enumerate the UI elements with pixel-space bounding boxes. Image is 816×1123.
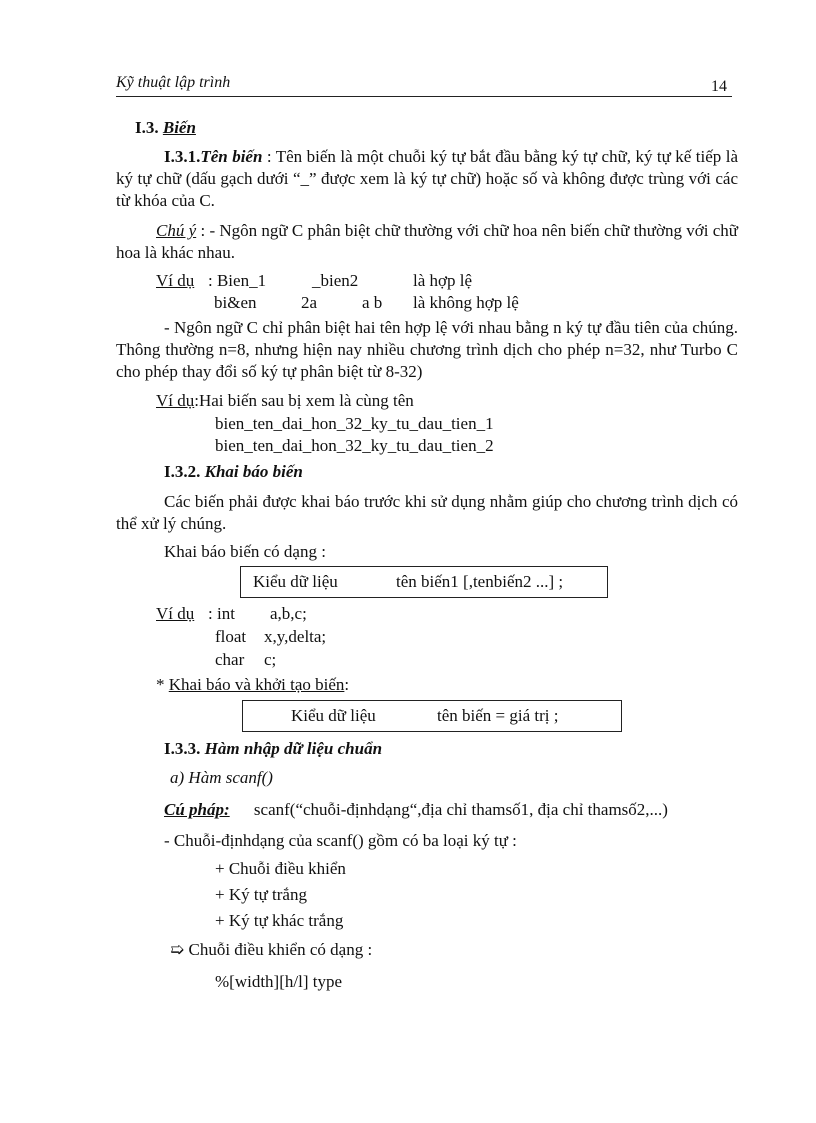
syntax-text: scanf(“chuỗi-địnhdạng“,địa chỉ thamsố1, địa chỉ thamsố2,...) (253, 800, 668, 819)
control-line (170, 940, 372, 960)
list-item: + Chuỗi điều khiển (215, 859, 346, 878)
box-assign: tên biến = giá trị ; (437, 706, 559, 725)
example-cell: bi&en (214, 293, 257, 312)
example2-line (156, 391, 414, 411)
paragraph-ten-bien (116, 146, 738, 212)
example3-label: Ví dụ (156, 604, 195, 623)
section-title: Biến (162, 118, 196, 137)
subsection-heading (164, 462, 303, 482)
code-type: : int (208, 604, 235, 623)
box-type: Kiểu dữ liệu (291, 706, 376, 725)
box-type: Kiểu dữ liệu (253, 572, 338, 591)
paragraph-n-chars: - Ngôn ngữ C chỉ phân biệt hai tên hợp lệ với nhau bằng n ký tự đầu tiên của chúng. Thông thường n=8, nhưng hiện nay nhiều chương trình dịch cho phép n=32, như Turbo C cho phép thay đổi số ký tự phân biệt từ 8-32) (116, 318, 738, 381)
subsection-title: Hàm nhập dữ liệu chuẩn (204, 739, 383, 758)
section-heading (135, 118, 196, 138)
example-label: Ví dụ (156, 271, 195, 290)
code-type: char (215, 650, 245, 669)
note-label: Chú ý (156, 221, 197, 240)
init-star: * (156, 675, 165, 694)
format-description: - Chuỗi-địnhdạng của scanf() gồm có ba loại ký tự : (164, 831, 517, 850)
code-vars: c; (264, 650, 277, 669)
form-intro: Khai báo biến có dạng : (164, 542, 326, 561)
declaration-box (240, 566, 608, 598)
example-cell: 2a (301, 293, 318, 312)
box-vars: tên biến1 [,tenbiến2 ...] ; (396, 572, 564, 591)
example-cell: a b (362, 293, 383, 312)
subsection-heading (164, 739, 382, 759)
subsection-number: I.3.3. (164, 739, 201, 758)
arrow-icon: ➯ (170, 940, 185, 959)
note-paragraph (116, 220, 738, 264)
example-cell: _bien2 (312, 271, 359, 290)
list-item: + Ký tự trắng (215, 885, 307, 904)
section-number: I.3. (135, 118, 159, 137)
code-vars: x,y,delta; (264, 627, 327, 646)
init-colon: : (344, 675, 350, 694)
code-line: bien_ten_dai_hon_32_ky_tu_dau_tien_1 (215, 414, 494, 433)
code-vars: a,b,c; (270, 604, 307, 623)
paragraph-text: : Tên biến là một chuỗi ký tự bắt đầu bằng ký tự chữ, ký tự kế tiếp là ký tự chữ (dấu gạch dưới “_” được xem là ký tự chữ) hoặc số và không được trùng với các từ khóa của C. (116, 147, 739, 210)
code-type: float (215, 627, 247, 646)
subsection-number: I.3.1. (164, 147, 201, 166)
format-spec: %[width][h/l] type (215, 972, 342, 991)
subsection-title: Tên biến (200, 147, 263, 166)
code-line: bien_ten_dai_hon_32_ky_tu_dau_tien_2 (215, 436, 494, 455)
paragraph-khai-bao: Các biến phải được khai báo trước khi sử dụng nhằm giúp cho chương trình dịch có thể xử lý chúng. (116, 492, 738, 533)
running-header-title: Kỹ thuật lập trình (116, 74, 231, 91)
sub-subsection-title: a) Hàm scanf() (170, 768, 273, 787)
syntax-label: Cú pháp: (164, 800, 230, 819)
subsection-number: I.3.2. (164, 462, 201, 481)
init-box (242, 700, 622, 732)
subsection-title: Khai báo biến (204, 462, 303, 481)
example-cell: là không hợp lệ (413, 293, 519, 312)
syntax-line (164, 800, 668, 820)
example-cell: là hợp lệ (413, 271, 473, 290)
control-text: Chuỗi điều khiển có dạng : (188, 940, 373, 959)
note-text: : - Ngôn ngữ C phân biệt chữ thường với chữ hoa nên biến chữ thường với chữ hoa là khác nhau. (116, 221, 739, 262)
list-item: + Ký tự khác trắng (215, 911, 344, 930)
page-number: 14 (711, 78, 727, 95)
header-rule (116, 96, 732, 97)
init-heading (156, 675, 349, 695)
example-cell: : Bien_1 (208, 271, 267, 290)
example2-intro: :Hai biến sau bị xem là cùng tên (194, 391, 414, 410)
init-label: Khai báo và khởi tạo biến (168, 675, 345, 694)
example2-label: Ví dụ (156, 391, 195, 410)
